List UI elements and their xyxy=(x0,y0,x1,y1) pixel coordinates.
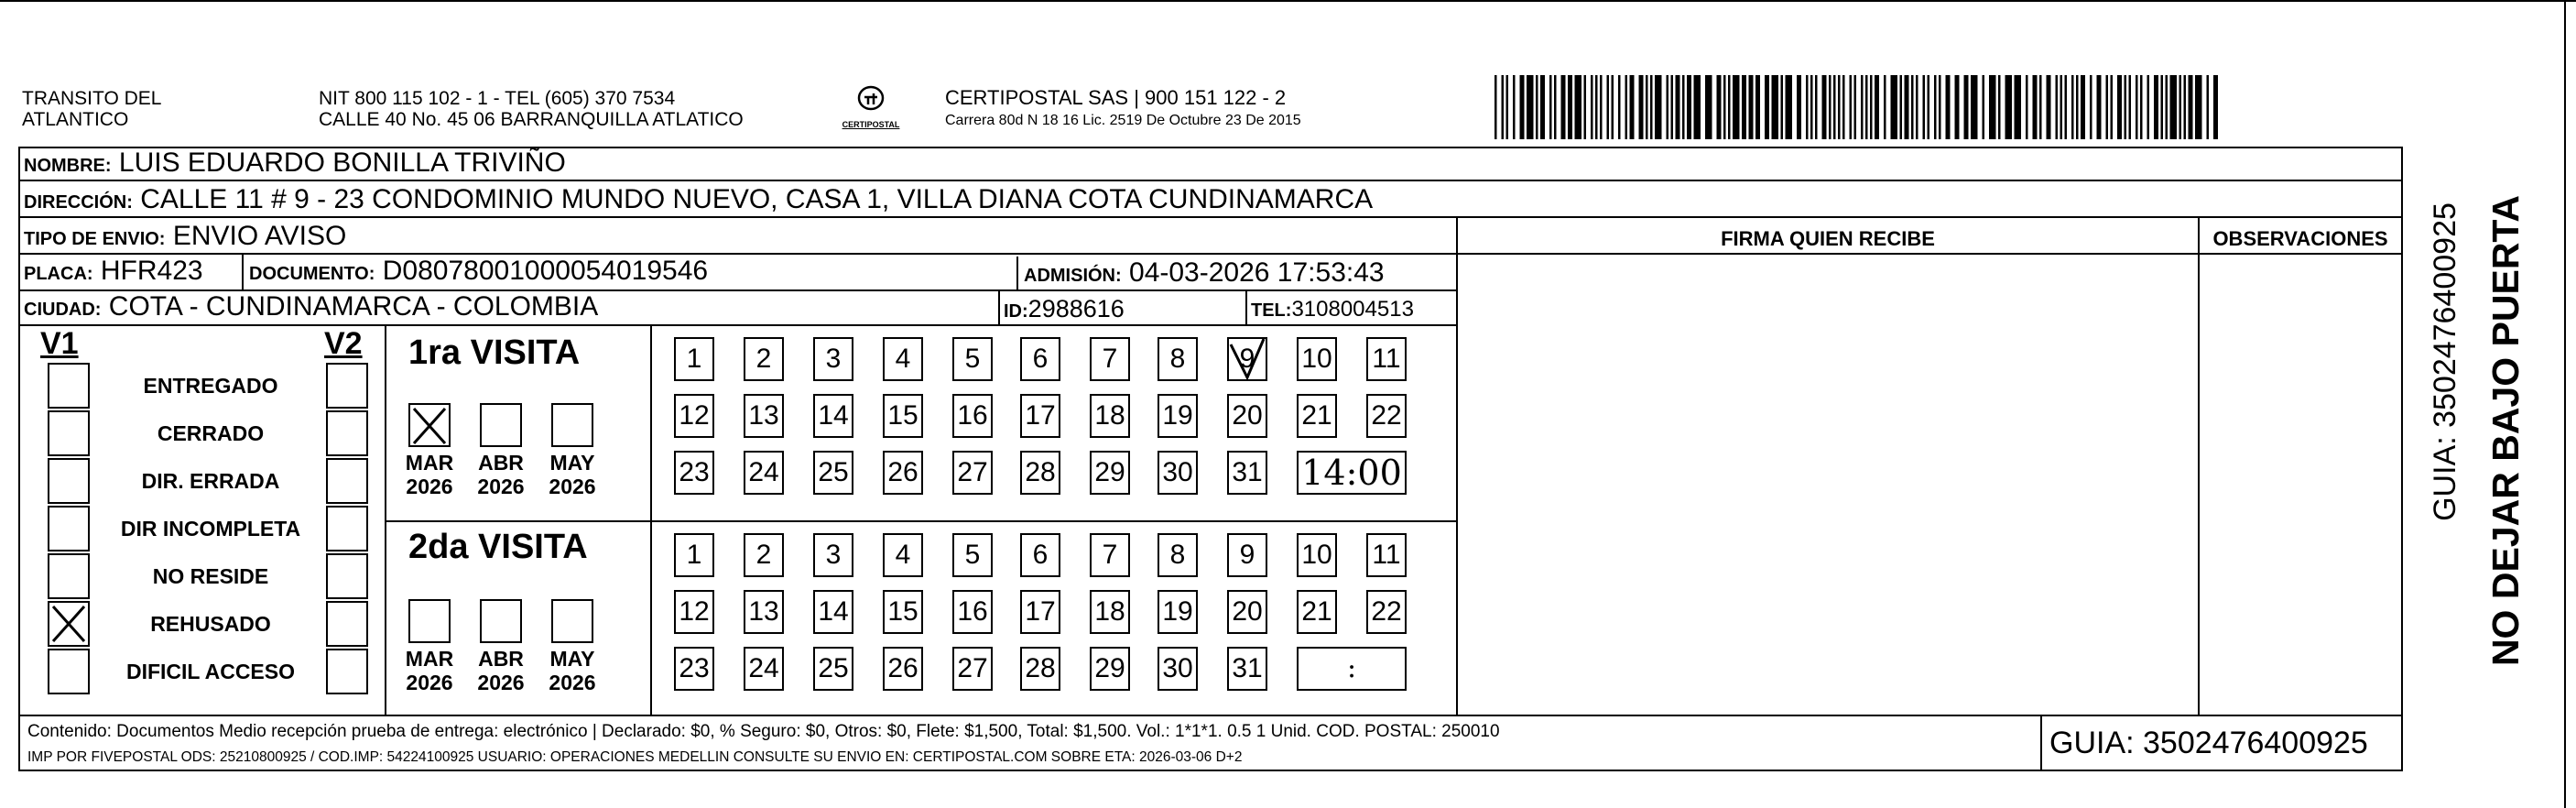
day-box: 17 xyxy=(1020,590,1060,634)
barcode-bar xyxy=(1536,75,1538,139)
barcode-bar xyxy=(2147,75,2150,139)
divider xyxy=(18,715,2403,716)
barcode-bar xyxy=(1911,75,1914,139)
day-box: 23 xyxy=(674,451,714,495)
day-box: 25 xyxy=(813,451,853,495)
divider xyxy=(1245,291,1247,324)
status-label: ENTREGADO xyxy=(143,374,278,398)
day-box: 7 xyxy=(1090,533,1130,577)
barcode-bar xyxy=(1865,75,1868,139)
month-year: 2026 xyxy=(406,475,453,498)
barcode-bar xyxy=(2117,75,2122,139)
day-box: 8 xyxy=(1158,533,1198,577)
barcode-bar xyxy=(1900,75,1903,139)
contenido-text: Contenido: Documentos Medio recepción prueba de entrega: electrónico | Declarado: $0, % Seguro: $0, Otros: $0, Flete: $1,500, Total: $1,500. Vol.: 1*1*1. 0.5 1 Unid. COD. POSTAL: 250010 xyxy=(27,722,1500,741)
barcode xyxy=(1495,75,2227,141)
day-box: 10 xyxy=(1297,337,1337,381)
checkmark-x-icon xyxy=(49,603,88,645)
v2-checkbox xyxy=(326,458,368,504)
barcode-bar xyxy=(1520,75,1525,139)
divider xyxy=(1016,257,1018,289)
v1-checkbox xyxy=(48,363,90,409)
barcode-bar xyxy=(2166,75,2168,139)
company-info: CERTIPOSTAL SAS | 900 151 122 - 2 Carrera 80d N 18 16 Lic. 2519 De Octubre 23 De 2015 xyxy=(945,86,1301,128)
barcode-bar xyxy=(1923,75,1926,139)
barcode-bar xyxy=(1755,75,1760,139)
day-box: 19 xyxy=(1158,590,1198,634)
day-box: 21 xyxy=(1297,394,1337,438)
day-box: 14 xyxy=(813,590,853,634)
barcode-bar xyxy=(1916,75,1918,139)
barcode-bar xyxy=(1870,75,1873,139)
barcode-bar xyxy=(1561,75,1566,139)
imp-text: IMP POR FIVEPOSTAL ODS: 25210800925 / COD.IMP: 54224100925 USUARIO: OPERACIONES MEDELLIN CONSULTE SU ENVIO EN: CERTIPOSTAL.COM SOBRE ETA: 2026-03-06 D+2 xyxy=(27,749,1243,765)
ciudad-field: CIUDAD: COTA - CUNDINAMARCA - COLOMBIA xyxy=(24,291,599,322)
day-box: 16 xyxy=(952,394,993,438)
barcode-bar xyxy=(1600,75,1603,139)
barcode-bar xyxy=(2026,75,2028,139)
barcode-bar xyxy=(2161,75,2164,139)
v1-label: V1 xyxy=(40,326,79,361)
day-box: 13 xyxy=(744,590,784,634)
day-box: 11 xyxy=(1366,533,1407,577)
barcode-bar xyxy=(1850,75,1853,139)
barcode-bar xyxy=(1928,75,1930,139)
day-box: 31 xyxy=(1227,451,1267,495)
barcode-bar xyxy=(1728,75,1731,139)
barcode-bar xyxy=(1781,75,1784,139)
month-checkbox xyxy=(480,403,522,447)
barcode-bar xyxy=(1625,75,1628,139)
month-checkbox xyxy=(408,403,451,447)
barcode-bar xyxy=(2039,75,2042,139)
day-box: 3 xyxy=(813,337,853,381)
v1-checkbox xyxy=(48,410,90,456)
barcode-bar xyxy=(1815,75,1818,139)
month-label xyxy=(469,647,533,694)
month-label xyxy=(469,451,533,498)
barcode-bar xyxy=(1810,75,1813,139)
status-label: DIFICIL ACCESO xyxy=(125,660,295,683)
certipostal-logo: CERTIPOSTAL xyxy=(839,84,903,129)
day-box: 21 xyxy=(1297,590,1337,634)
barcode-bar xyxy=(1646,75,1648,139)
barcode-bar xyxy=(1806,75,1809,139)
day-box: 14 xyxy=(813,394,853,438)
barcode-bar xyxy=(2060,75,2063,139)
barcode-bar xyxy=(1934,75,1937,139)
barcode-bar xyxy=(1568,75,1572,139)
barcode-bar xyxy=(1733,75,1740,139)
barcode-bar xyxy=(1833,75,1836,139)
day-box: 22 xyxy=(1366,590,1407,634)
sender-info: NIT 800 115 102 - 1 - TEL (605) 370 7534 CALLE 40 No. 45 06 BARRANQUILLA ATLATICO xyxy=(319,88,744,130)
barcode-bar xyxy=(1797,75,1801,139)
barcode-bar xyxy=(2129,75,2132,139)
barcode-bar xyxy=(1822,75,1827,139)
barcode-bar xyxy=(1575,75,1582,139)
checkmark-x-icon xyxy=(410,405,449,447)
day-box: 9 xyxy=(1227,533,1267,577)
v2-checkbox xyxy=(326,410,368,456)
day-box: 11 xyxy=(1366,337,1407,381)
barcode-bar xyxy=(1772,75,1779,139)
right-border xyxy=(2564,0,2566,808)
divider xyxy=(385,520,1458,522)
barcode-bar xyxy=(1502,75,1505,139)
day-box: 7 xyxy=(1090,337,1130,381)
first-visit-title: 1ra VISITA xyxy=(408,333,581,372)
barcode-bar xyxy=(2189,75,2193,139)
barcode-bar xyxy=(1891,75,1898,139)
barcode-bar xyxy=(1955,75,1960,139)
barcode-bar xyxy=(1861,75,1864,139)
barcode-bar xyxy=(1694,75,1701,139)
day-box: 20 xyxy=(1227,590,1267,634)
month-label xyxy=(540,451,604,498)
month-label xyxy=(397,647,462,694)
barcode-bar xyxy=(1540,75,1545,139)
guia-footer: GUIA: 3502476400925 xyxy=(2049,726,2368,760)
day-box: 27 xyxy=(952,647,993,691)
barcode-bar xyxy=(1549,75,1552,139)
nombre-field: NOMBRE: LUIS EDUARDO BONILLA TRIVIÑO xyxy=(24,147,566,178)
month-checkbox xyxy=(408,599,451,643)
day-box: 17 xyxy=(1020,394,1060,438)
barcode-bar xyxy=(1971,75,1978,139)
barcode-bar xyxy=(2071,75,2074,139)
barcode-bar xyxy=(1595,75,1598,139)
documento-field: DOCUMENTO: D08078001000054019546 xyxy=(249,256,709,286)
month-name: ABR xyxy=(478,451,524,475)
day-box: 8 xyxy=(1158,337,1198,381)
day-box: 9 xyxy=(1227,337,1267,381)
v1-checkbox xyxy=(48,458,90,504)
barcode-bar xyxy=(1983,75,1985,139)
day-box: 1 xyxy=(674,533,714,577)
day-box: 3 xyxy=(813,533,853,577)
divider xyxy=(242,253,244,289)
month-label xyxy=(540,647,604,694)
barcode-bar xyxy=(2076,75,2079,139)
logo-icon xyxy=(853,84,889,115)
v2-checkbox xyxy=(326,601,368,647)
barcode-bar xyxy=(1749,75,1754,139)
barcode-bar xyxy=(2140,75,2143,139)
day-check-icon xyxy=(1227,337,1267,381)
day-box: 6 xyxy=(1020,337,1060,381)
barcode-bar xyxy=(1854,75,1857,139)
month-name: MAR xyxy=(405,451,454,475)
barcode-bar xyxy=(2125,75,2127,139)
barcode-bar xyxy=(2179,75,2182,139)
barcode-bar xyxy=(2065,75,2068,139)
divider xyxy=(650,324,652,715)
v1-checkbox xyxy=(48,553,90,599)
barcode-bar xyxy=(1998,75,2001,139)
month-name: ABR xyxy=(478,647,524,671)
placa-field: PLACA: HFR423 xyxy=(24,256,203,286)
barcode-bar xyxy=(1905,75,1909,139)
barcode-bar xyxy=(2081,75,2085,139)
day-box: 12 xyxy=(674,394,714,438)
day-box: 28 xyxy=(1020,647,1060,691)
barcode-bar xyxy=(1607,75,1610,139)
day-box: 5 xyxy=(952,337,993,381)
day-box: 12 xyxy=(674,590,714,634)
day-box: 18 xyxy=(1090,590,1130,634)
day-box: 4 xyxy=(883,533,923,577)
day-box: 30 xyxy=(1158,451,1198,495)
barcode-bar xyxy=(2056,75,2059,139)
barcode-bar xyxy=(1513,75,1516,139)
status-label: REHUSADO xyxy=(150,612,271,636)
v2-checkbox xyxy=(326,506,368,551)
barcode-bar xyxy=(2136,75,2138,139)
day-box: 19 xyxy=(1158,394,1198,438)
barcode-bar xyxy=(1618,75,1621,139)
barcode-bar xyxy=(1705,75,1712,139)
barcode-bar xyxy=(1786,75,1793,139)
id-field: ID:2988616 xyxy=(1004,295,1125,322)
month-checkbox xyxy=(480,599,522,643)
side-warning: NO DEJAR BAJO PUERTA xyxy=(2484,194,2527,667)
barcode-bar xyxy=(2015,75,2022,139)
barcode-bar xyxy=(1650,75,1653,139)
side-guia: GUIA: 3502476400925 xyxy=(2428,202,2462,521)
barcode-bar xyxy=(2111,75,2114,139)
barcode-bar xyxy=(1939,75,1941,139)
day-box: 4 xyxy=(883,337,923,381)
v1-checkbox xyxy=(48,506,90,551)
barcode-bar xyxy=(1964,75,1969,139)
day-box: 2 xyxy=(744,533,784,577)
month-checkbox xyxy=(551,403,593,447)
day-box: 22 xyxy=(1366,394,1407,438)
barcode-bar xyxy=(1765,75,1769,139)
barcode-bar xyxy=(1682,75,1685,139)
day-box: 27 xyxy=(952,451,993,495)
v1-checkbox xyxy=(48,601,90,647)
month-name: MAY xyxy=(549,451,595,475)
barcode-bar xyxy=(1829,75,1831,139)
barcode-bar xyxy=(2213,75,2218,139)
status-label: DIR. ERRADA xyxy=(141,469,280,493)
barcode-bar xyxy=(2184,75,2187,139)
day-box: 15 xyxy=(883,394,923,438)
day-box: 2 xyxy=(744,337,784,381)
top-border xyxy=(0,0,2576,2)
barcode-bar xyxy=(1946,75,1951,139)
barcode-bar xyxy=(2154,75,2158,139)
barcode-bar xyxy=(1884,75,1886,139)
tipo-envio-field: TIPO DE ENVIO: ENVIO AVISO xyxy=(24,221,347,251)
barcode-bar xyxy=(1655,75,1662,139)
month-name: MAR xyxy=(405,647,454,671)
day-box: 15 xyxy=(883,590,923,634)
barcode-bar xyxy=(1723,75,1726,139)
day-box: 18 xyxy=(1090,394,1130,438)
barcode-bar xyxy=(1667,75,1669,139)
barcode-bar xyxy=(2207,75,2210,139)
barcode-bar xyxy=(1612,75,1614,139)
divider xyxy=(2198,216,2200,715)
observaciones-header: OBSERVACIONES xyxy=(2212,227,2388,250)
day-box: 29 xyxy=(1090,647,1130,691)
v2-label: V2 xyxy=(324,326,363,361)
barcode-bar xyxy=(2195,75,2202,139)
day-box: 24 xyxy=(744,647,784,691)
barcode-bar xyxy=(1676,75,1680,139)
divider xyxy=(2040,715,2042,771)
day-box: 13 xyxy=(744,394,784,438)
day-box: 28 xyxy=(1020,451,1060,495)
v2-checkbox xyxy=(326,649,368,694)
barcode-bar xyxy=(1842,75,1845,139)
direccion-field: DIRECCIÓN: CALLE 11 # 9 - 23 CONDOMINIO MUNDO NUEVO, CASA 1, VILLA DIANA COTA CUNDINAMARCA xyxy=(24,184,1374,214)
month-year: 2026 xyxy=(477,475,525,498)
barcode-bar xyxy=(1591,75,1593,139)
month-name: MAY xyxy=(549,647,595,671)
month-year: 2026 xyxy=(477,671,525,694)
barcode-bar xyxy=(1838,75,1841,139)
status-label: NO RESIDE xyxy=(152,564,269,588)
day-box: 5 xyxy=(952,533,993,577)
v1-checkbox xyxy=(48,649,90,694)
day-box: 6 xyxy=(1020,533,1060,577)
day-box: 24 xyxy=(744,451,784,495)
barcode-bar xyxy=(1639,75,1644,139)
firma-header: FIRMA QUIEN RECIBE xyxy=(1721,227,1935,250)
second-visit-title: 2da VISITA xyxy=(408,528,588,566)
barcode-bar xyxy=(1584,75,1587,139)
month-checkbox xyxy=(551,599,593,643)
day-box: 30 xyxy=(1158,647,1198,691)
day-box: 29 xyxy=(1090,451,1130,495)
status-label: DIR INCOMPLETA xyxy=(120,517,301,540)
day-box: 10 xyxy=(1297,533,1337,577)
day-box: 25 xyxy=(813,647,853,691)
day-box: 23 xyxy=(674,647,714,691)
barcode-bar xyxy=(1875,75,1879,139)
barcode-bar xyxy=(2097,75,2102,139)
barcode-bar xyxy=(2170,75,2178,139)
barcode-bar xyxy=(1687,75,1691,139)
month-year: 2026 xyxy=(549,475,596,498)
barcode-bar xyxy=(2047,75,2051,139)
month-year: 2026 xyxy=(406,671,453,694)
day-box: 26 xyxy=(883,647,923,691)
month-label xyxy=(397,451,462,498)
barcode-bar xyxy=(1742,75,1746,139)
barcode-bar xyxy=(1989,75,1996,139)
v2-checkbox xyxy=(326,363,368,409)
day-box: 31 xyxy=(1227,647,1267,691)
barcode-bar xyxy=(2033,75,2038,139)
sender-name: TRANSITO DEL ATLANTICO xyxy=(22,88,162,130)
tel-field: TEL:3108004513 xyxy=(1251,297,1414,322)
barcode-bar xyxy=(1495,75,1497,139)
divider xyxy=(385,324,386,715)
day-box: 16 xyxy=(952,590,993,634)
barcode-bar xyxy=(2005,75,2013,139)
time-box: : xyxy=(1297,647,1407,691)
barcode-bar xyxy=(1671,75,1674,139)
admision-field: ADMISIÓN: 04-03-2026 17:53:43 xyxy=(1024,257,1385,288)
status-label: CERRADO xyxy=(157,421,265,445)
time-box: 14:00 xyxy=(1297,451,1407,495)
day-box: 26 xyxy=(883,451,923,495)
barcode-bar xyxy=(1506,75,1509,139)
month-year: 2026 xyxy=(549,671,596,694)
barcode-bar xyxy=(2090,75,2092,139)
barcode-bar xyxy=(1717,75,1722,139)
divider xyxy=(998,291,1000,324)
v2-checkbox xyxy=(326,553,368,599)
day-box: 1 xyxy=(674,337,714,381)
barcode-bar xyxy=(2106,75,2109,139)
day-box: 20 xyxy=(1227,394,1267,438)
barcode-bar xyxy=(1630,75,1635,139)
barcode-bar xyxy=(1527,75,1534,139)
barcode-bar xyxy=(1554,75,1557,139)
